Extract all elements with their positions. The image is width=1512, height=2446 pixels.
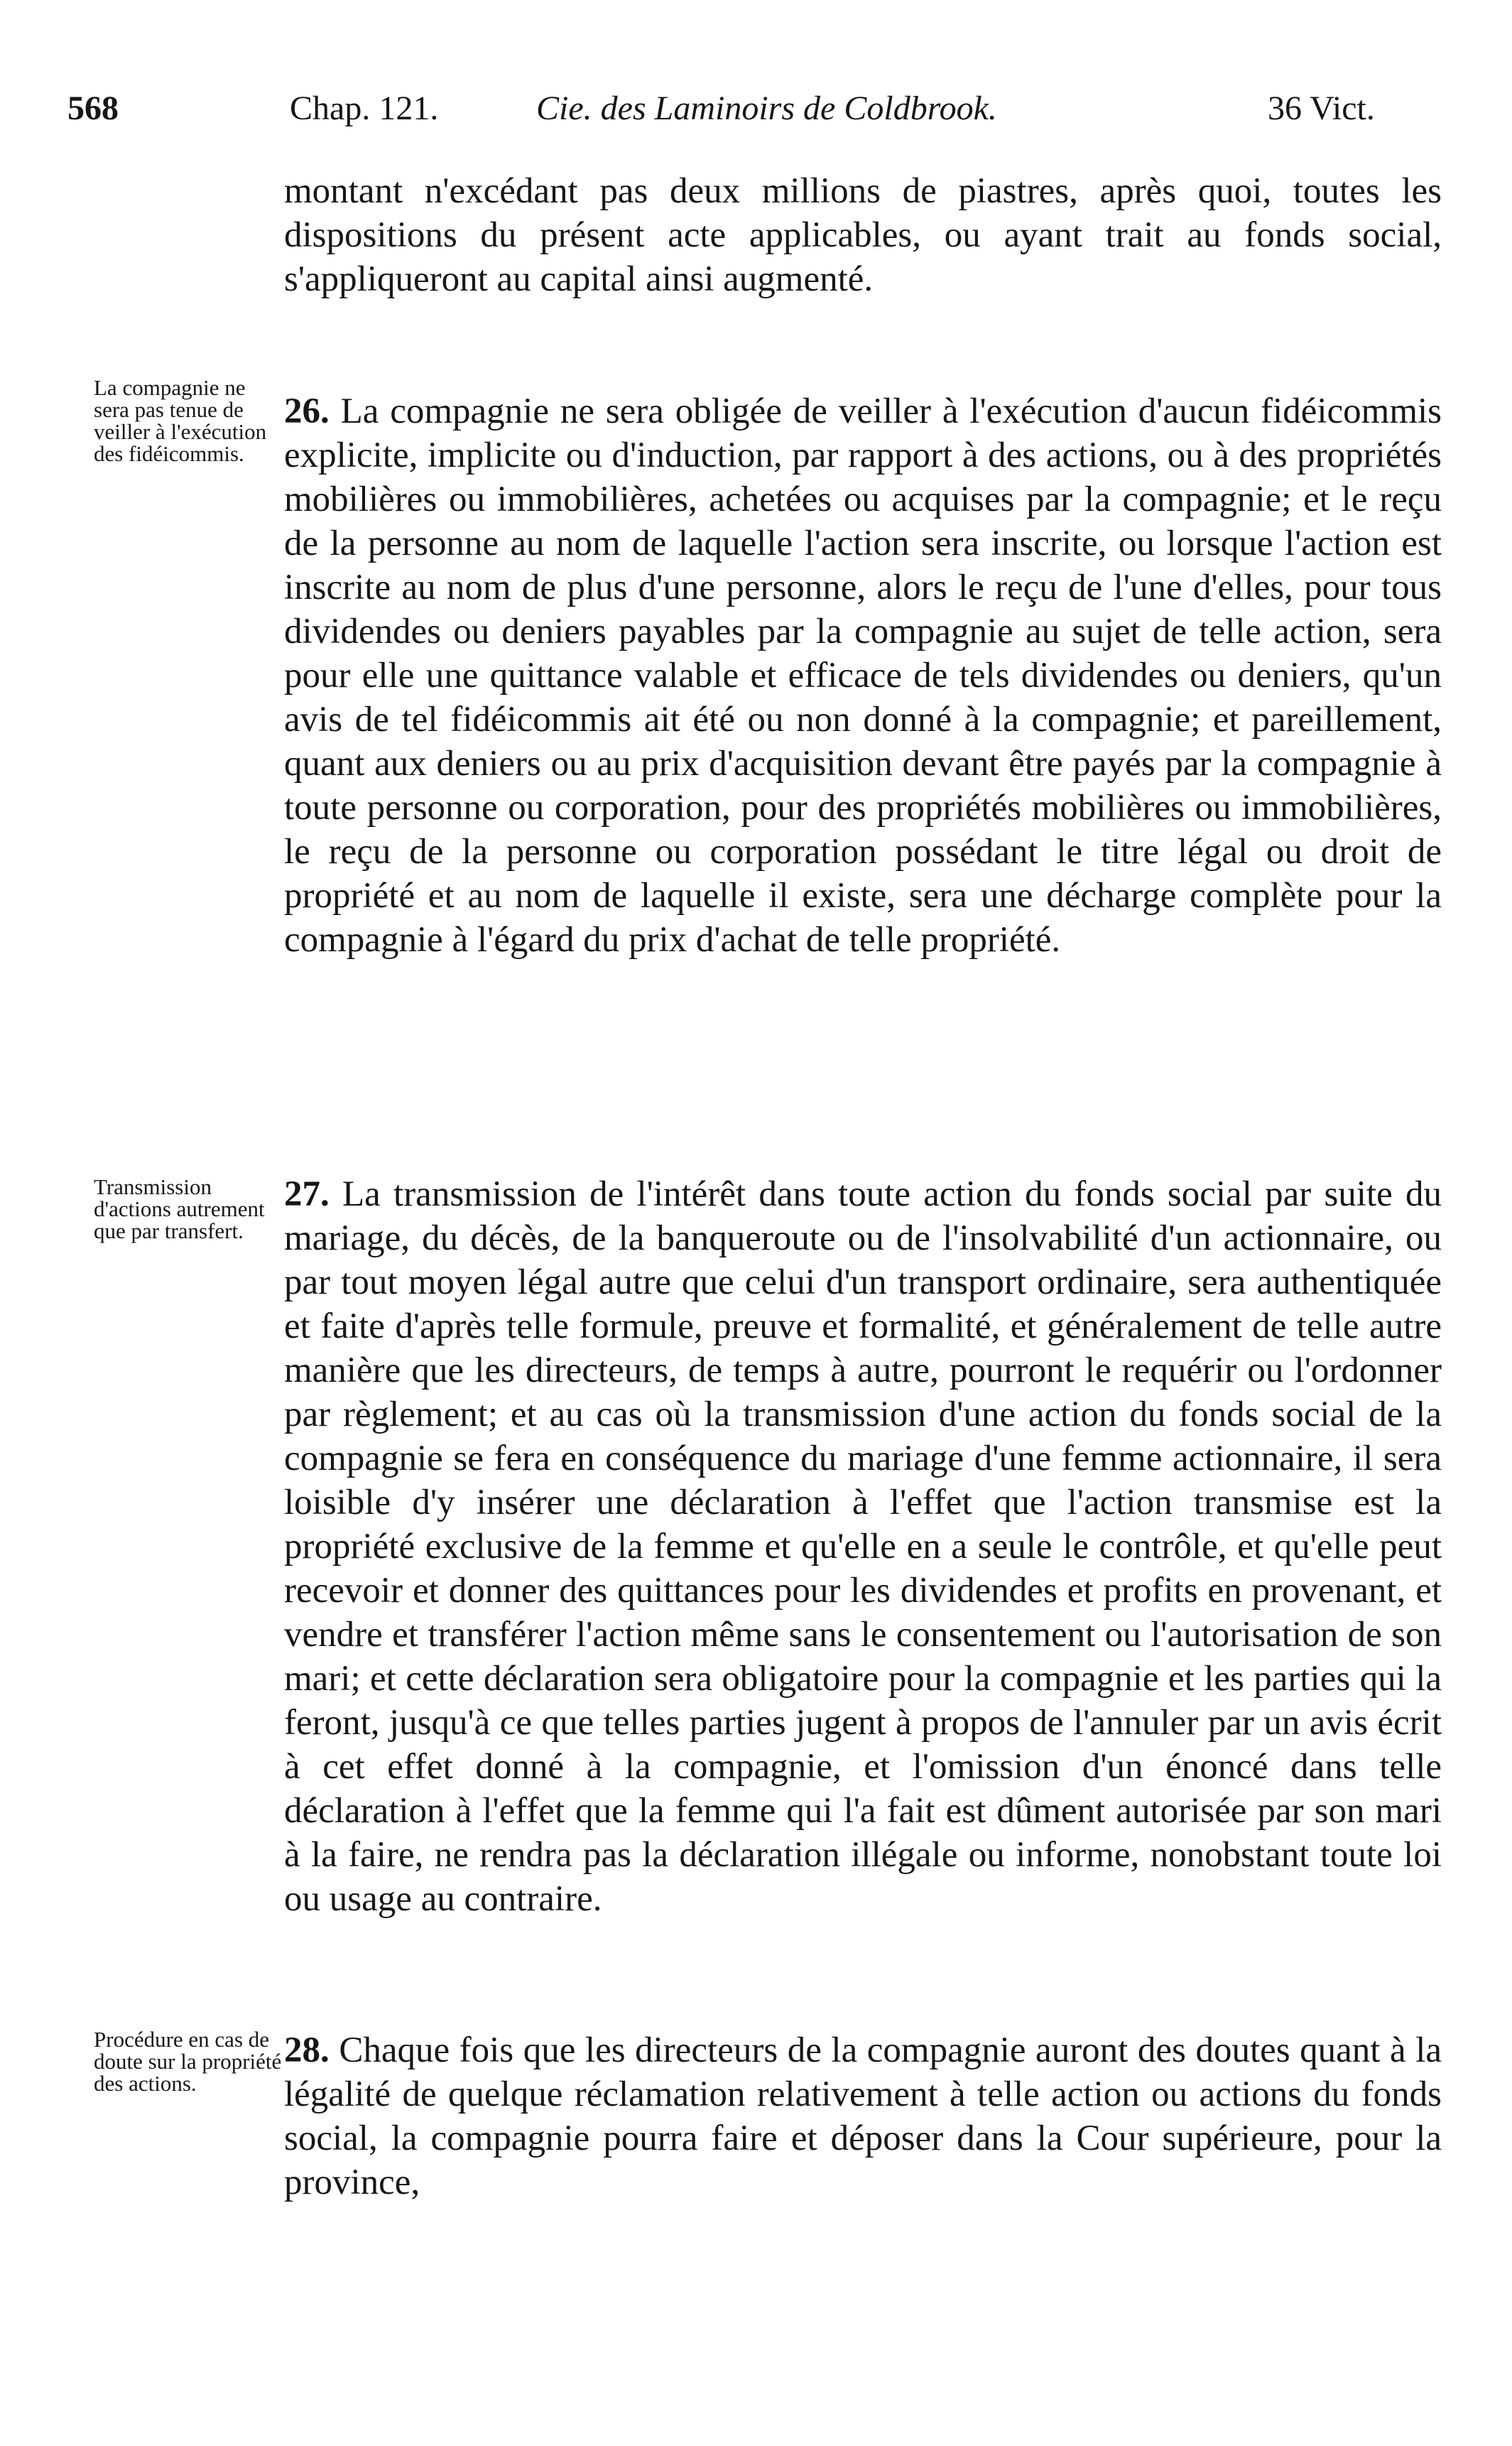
section-text <box>284 1172 1442 1921</box>
page-number: 568 <box>67 90 119 127</box>
margin-note-section-26: La compagnie ne sera pas tenue de veiller à l'exécution des fidéicommis. <box>94 375 267 466</box>
chapter-label: Chap. 121. <box>290 90 439 127</box>
section-body: Chaque fois que les directeurs de la compagnie auront des doutes quant à la légalité de quelque réclamation relativement à telle action ou actions du fonds social, la compagnie pourra faire et déposer dans la Cour supérieure, pour la province, <box>284 2030 1442 2202</box>
margin-note-section-28: Procédure en cas de doute sur la propriété des actions. <box>94 2027 282 2096</box>
section-number: 26. <box>284 391 330 431</box>
running-header <box>67 84 1442 134</box>
section-28 <box>284 2028 1442 2204</box>
section-number: 27. <box>284 1174 330 1214</box>
section-26 <box>284 389 1442 962</box>
act-title: Cie. des Laminoirs de Coldbrook. <box>536 90 997 127</box>
section-continuation <box>284 169 1442 301</box>
regnal-year: 36 Vict. <box>1268 90 1375 127</box>
section-body: La compagnie ne sera obligée de veiller à l'exécution d'aucun fidéicommis explicite, implicite ou d'induction, par rapport à des actions, ou à des propriétés mobilières ou immobilières, achetées ou acquises par la compagnie; et le reçu de la personne au nom de laquelle l'action sera inscrite, ou lorsque l'action est inscrite au nom de plus d'une personne, alors le reçu de l'une d'elles, pour tous dividendes ou deniers payables par la compagnie au sujet de telle action, sera pour elle une quittance valable et efficace de tels dividendes ou deniers, qu'un avis de tel fidéicommis ait été ou non donné à la compagnie; et pareillement, quant aux deniers ou au prix d'acquisition devant être payés par la compagnie à toute personne ou corporation, pour des propriétés mobilières ou immobilières, le reçu de la personne ou corporation possédant le titre légal ou droit de propriété et au nom de laquelle il existe, sera une décharge complète pour la compagnie à l'égard du prix d'achat de telle propriété. <box>284 391 1442 960</box>
section-27 <box>284 1172 1442 1921</box>
section-text <box>284 389 1442 962</box>
section-text: montant n'excédant pas deux millions de piastres, après quoi, toutes les dispositions du présent acte applicables, ou ayant trait au fonds social, s'appliqueront au capital ainsi augmenté. <box>284 171 1442 299</box>
section-text <box>284 2028 1442 2204</box>
margin-note-section-27: Transmission d'actions autrement que par transfert. <box>94 1174 265 1243</box>
section-number: 28. <box>284 2030 330 2070</box>
section-body: La transmission de l'intérêt dans toute action du fonds social par suite du mariage, du décès, de la banqueroute ou de l'insolvabilité d'un actionnaire, ou par tout moyen légal autre que celui d'un transport ordinaire, sera authentiquée et faite d'après telle formule, preuve et formalité, et généralement de telle autre manière que les directeurs, de temps à autre, pourront le requérir ou l'ordonner par règlement; et au cas où la transmission d'une action du fonds social de la compagnie se fera en conséquence du mariage d'une femme actionnaire, il sera loisible d'y insérer une déclaration à l'effet que l'action transmise est la propriété exclusive de la femme et qu'elle en a seule le contrôle, et qu'elle peut recevoir et donner des quittances pour les dividendes et profits en provenant, et vendre et transférer l'action même sans le consentement ou l'autorisation de son mari; et cette déclaration sera obligatoire pour la compagnie et les parties qui la feront, jusqu'à ce que telles parties jugent à propos de l'annuler par un avis écrit à cet effet donné à la compagnie, et l'omission d'un énoncé dans telle déclaration à l'effet que la femme qui l'a fait est dûment autorisée par son mari à la faire, ne rendra pas la déclaration illégale ou informe, nonobstant toute loi ou usage au contraire. <box>284 1174 1442 1919</box>
